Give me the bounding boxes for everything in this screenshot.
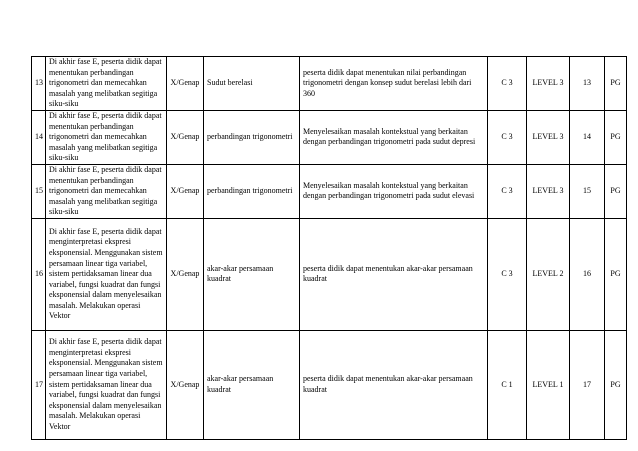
level: LEVEL 3	[527, 57, 570, 111]
row-number: 13	[32, 57, 46, 111]
level-kognitif: C 3	[488, 164, 527, 218]
indikator-soal: peserta didik dapat menentukan akar-akar persamaan kuadrat	[300, 330, 488, 439]
table-row	[32, 164, 627, 218]
kelas-semester: X/Genap	[167, 57, 204, 111]
materi: perbandingan trigonometri	[204, 164, 300, 218]
nomor-soal: 14	[570, 110, 605, 164]
indikator-soal: Menyelesaikan masalah kontekstual yang berkaitan dengan perbandingan trigonometri pada sudut depresi	[300, 110, 488, 164]
capaian-pembelajaran: Di akhir fase E, peserta didik dapat menginterpretasi ekspresi eksponensial. Menggunakan sistem persamaan linear tiga variabel, sistem pertidaksaman linear dua variabel, fungsi kuadrat dan fungsi eksponensial dalam menyelesaikan masalah. Melakukan operasi Vektor	[46, 218, 167, 330]
materi: akar-akar persamaan kuadrat	[204, 218, 300, 330]
level: LEVEL 3	[527, 164, 570, 218]
table-row	[32, 57, 627, 111]
level: LEVEL 2	[527, 218, 570, 330]
kelas-semester: X/Genap	[167, 330, 204, 439]
bentuk-soal: PG	[605, 110, 627, 164]
level: LEVEL 3	[527, 110, 570, 164]
bentuk-soal: PG	[605, 218, 627, 330]
bentuk-soal: PG	[605, 164, 627, 218]
materi: perbandingan trigonometri	[204, 110, 300, 164]
nomor-soal: 17	[570, 330, 605, 439]
kelas-semester: X/Genap	[167, 110, 204, 164]
row-number: 16	[32, 218, 46, 330]
row-number: 15	[32, 164, 46, 218]
level-kognitif: C 3	[488, 218, 527, 330]
materi: Sudut berelasi	[204, 57, 300, 111]
nomor-soal: 16	[570, 218, 605, 330]
table-row	[32, 218, 627, 330]
level: LEVEL 1	[527, 330, 570, 439]
row-number: 17	[32, 330, 46, 439]
kisi-kisi-table	[31, 56, 627, 440]
level-kognitif: C 3	[488, 57, 527, 111]
kelas-semester: X/Genap	[167, 218, 204, 330]
table-row	[32, 330, 627, 439]
capaian-pembelajaran: Di akhir fase E, peserta didik dapat menentukan perbandingan trigonometri dan memecahkan masalah yang melibatkan segitiga siku-siku	[46, 57, 167, 111]
bentuk-soal: PG	[605, 330, 627, 439]
indikator-soal: peserta didik dapat menentukan akar-akar persamaan kuadrat	[300, 218, 488, 330]
kelas-semester: X/Genap	[167, 164, 204, 218]
level-kognitif: C 3	[488, 110, 527, 164]
capaian-pembelajaran: Di akhir fase E, peserta didik dapat menentukan perbandingan trigonometri dan memecahkan masalah yang melibatkan segitiga siku-siku	[46, 110, 167, 164]
level-kognitif: C 1	[488, 330, 527, 439]
nomor-soal: 15	[570, 164, 605, 218]
nomor-soal: 13	[570, 57, 605, 111]
materi: akar-akar persamaan kuadrat	[204, 330, 300, 439]
indikator-soal: peserta didik dapat menentukan nilai perbandingan trigonometri dengan konsep sudut berelasi lebih dari 360	[300, 57, 488, 111]
bentuk-soal: PG	[605, 57, 627, 111]
capaian-pembelajaran: Di akhir fase E, peserta didik dapat menginterpretasi ekspresi eksponensial. Menggunakan sistem persamaan linear tiga variabel, sistem pertidaksaman linear dua variabel, fungsi kuadrat dan fungsi eksponensial dalam menyelesaikan masalah. Melakukan operasi Vektor	[46, 330, 167, 439]
indikator-soal: Menyelesaikan masalah kontekstual yang berkaitan dengan perbandingan trigonometri pada sudut elevasi	[300, 164, 488, 218]
table-row	[32, 110, 627, 164]
row-number: 14	[32, 110, 46, 164]
capaian-pembelajaran: Di akhir fase E, peserta didik dapat menentukan perbandingan trigonometri dan memecahkan masalah yang melibatkan segitiga siku-siku	[46, 164, 167, 218]
